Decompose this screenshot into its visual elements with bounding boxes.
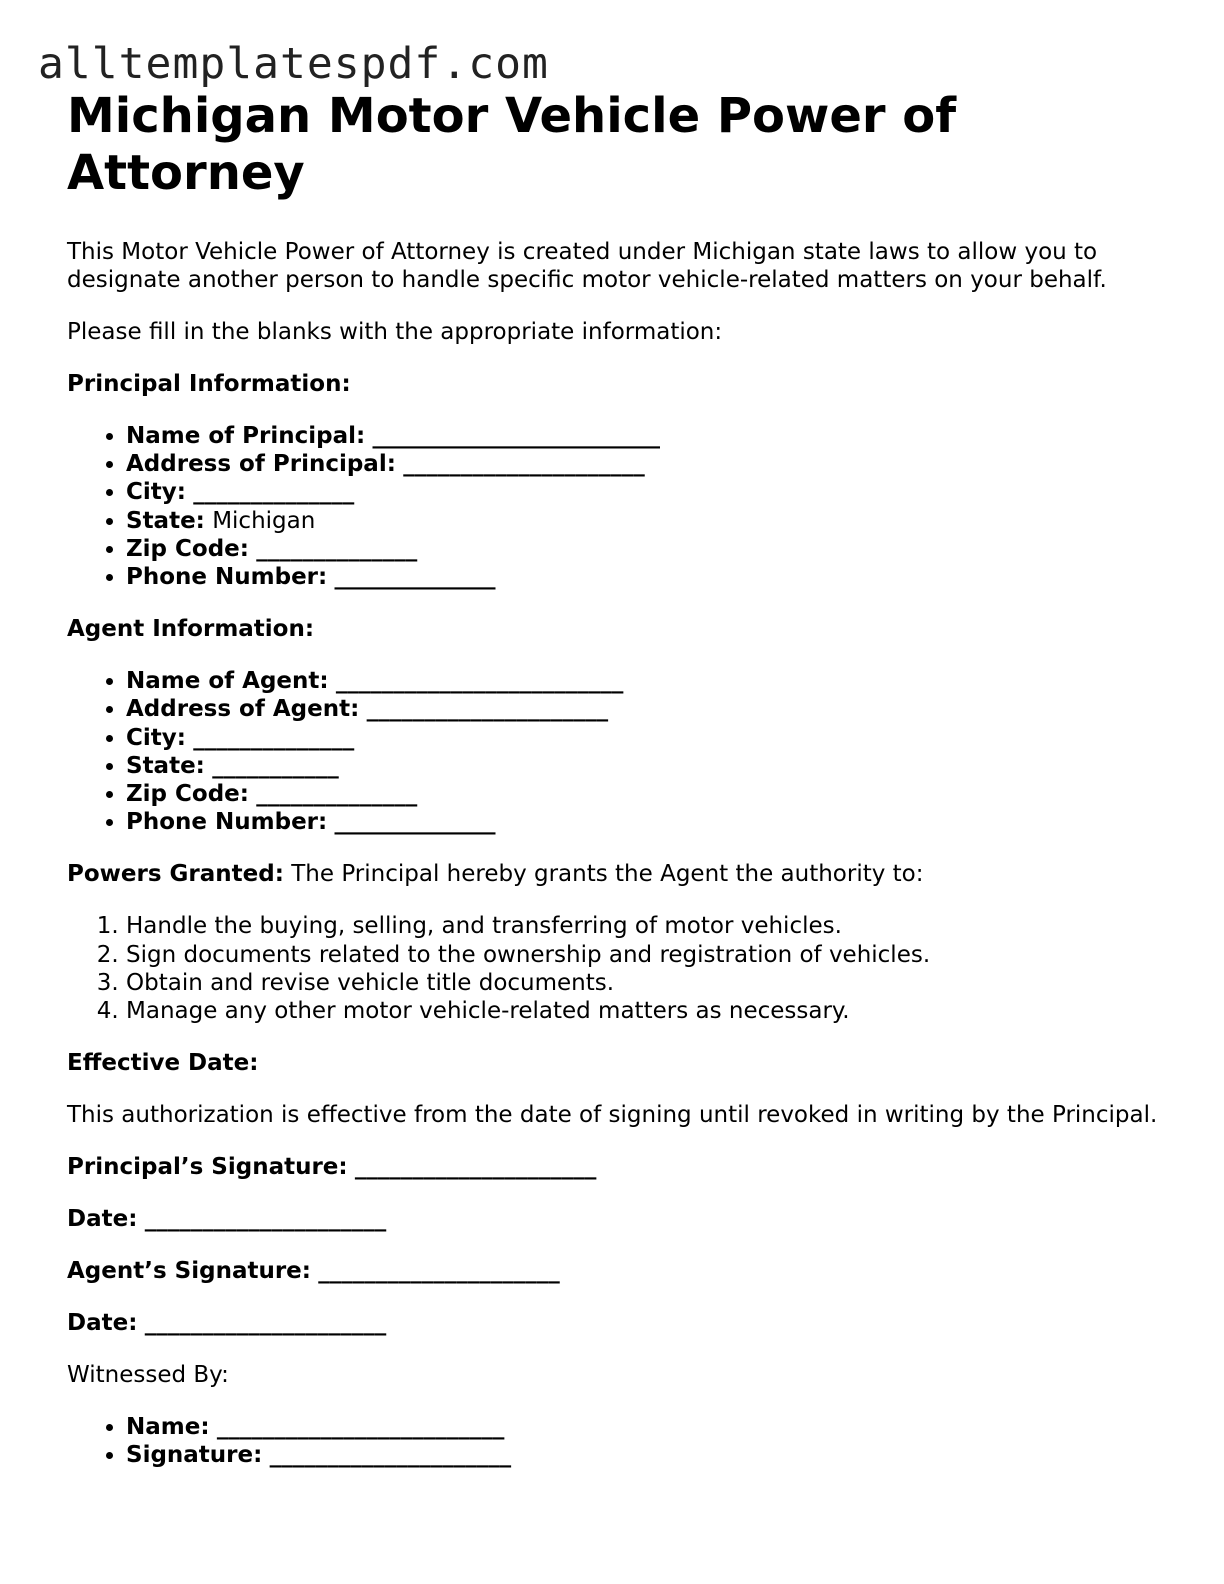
field-label: Date: [67,1310,138,1337]
agent-fields [67,667,1167,836]
field-label: Agent’s Signature: [67,1258,311,1285]
agent-state-field [126,752,1167,780]
field-label: Zip Code: [126,781,249,808]
field-label: State: [126,752,205,779]
field-label: Name: [126,1414,210,1441]
powers-paragraph [67,860,1167,888]
witness-fields [67,1413,1167,1469]
field-blank: _________________________ [372,423,661,449]
field-label: Principal’s Signature: [67,1154,348,1181]
date-line: _____________________ [144,1310,387,1337]
effective-text: This authorization is effective from the date of signing until revoked in writing by the Principal. [67,1102,1158,1129]
agent-zip-field [126,780,1167,808]
field-label: Phone Number: [126,809,328,836]
field-blank: _________________________ [335,668,624,695]
field-label: City: [126,479,186,506]
field-label: Name of Agent: [126,668,329,695]
field-blank: ______________ [193,479,355,506]
agent-heading: Agent Information: [67,616,315,643]
principal-phone-field [126,563,1167,591]
page-title: Michigan Motor Vehicle Power of Attorney [67,88,957,201]
power-item: 3. Obtain and revise vehicle title documents. [126,969,1167,997]
agent-name-field [126,667,1167,695]
principal-name-field [126,422,1167,450]
field-blank: _____________________ [269,1442,512,1469]
instruction-text: Please fill in the blanks with the appropriate information: [67,319,723,345]
principal-fields [67,422,1167,591]
agent-signature-field [67,1257,1167,1285]
powers-heading: Powers Granted: [67,861,284,888]
powers-list [67,912,1167,1025]
field-blank: _____________________ [366,696,609,723]
field-label: Signature: [126,1442,263,1469]
powers-lead: The Principal hereby grants the Agent the authority to: [291,861,924,888]
signature-line: _____________________ [318,1258,560,1285]
field-blank: ______________ [334,564,496,591]
field-label: Phone Number: [126,564,328,591]
agent-date-field [67,1309,1167,1337]
field-label: Address of Principal: [126,451,396,478]
field-blank: ______________ [256,781,418,808]
principal-date-field [67,1205,1167,1233]
field-blank: ______________ [256,535,418,562]
power-item: 2. Sign documents related to the ownership and registration of vehicles. [126,941,1167,969]
witness-heading: Witnessed By: [67,1362,229,1389]
field-label: Zip Code: [126,535,249,562]
principal-zip-field [126,535,1167,563]
watermark: alltemplatespdf.com [38,39,549,89]
field-value: Michigan [212,507,316,534]
agent-city-field [126,724,1167,752]
signature-line: _____________________ [354,1154,597,1181]
power-item: 4. Manage any other motor vehicle-related matters as necessary. [126,997,1167,1025]
power-item: 1. Handle the buying, selling, and transferring of motor vehicles. [126,912,1167,940]
witness-signature-field [126,1441,1167,1469]
field-label: City: [126,724,186,751]
field-blank: ___________ [212,752,339,779]
principal-state-field [126,507,1167,535]
field-label: Address of Agent: [126,696,360,723]
effective-heading: Effective Date: [67,1050,259,1077]
field-label: Name of Principal: [126,423,366,449]
intro-text: This Motor Vehicle Power of Attorney is created under Michigan state laws to allow you to designate another person to handle specific motor vehicle-related matters on your behalf. [67,239,1107,293]
principal-address-field [126,450,1167,478]
field-blank: _________________________ [216,1414,505,1441]
field-blank: _____________________ [403,451,645,478]
field-label: Date: [67,1206,138,1233]
principal-city-field [126,478,1167,506]
field-blank: ______________ [193,724,355,751]
date-line: _____________________ [144,1206,387,1233]
field-label: State: [126,507,205,534]
principal-signature-field [67,1153,1167,1181]
field-blank: ______________ [334,809,496,836]
agent-address-field [126,695,1167,723]
document [67,88,1167,1470]
witness-name-field [126,1413,1167,1441]
agent-phone-field [126,808,1167,836]
principal-heading: Principal Information: [67,371,351,397]
